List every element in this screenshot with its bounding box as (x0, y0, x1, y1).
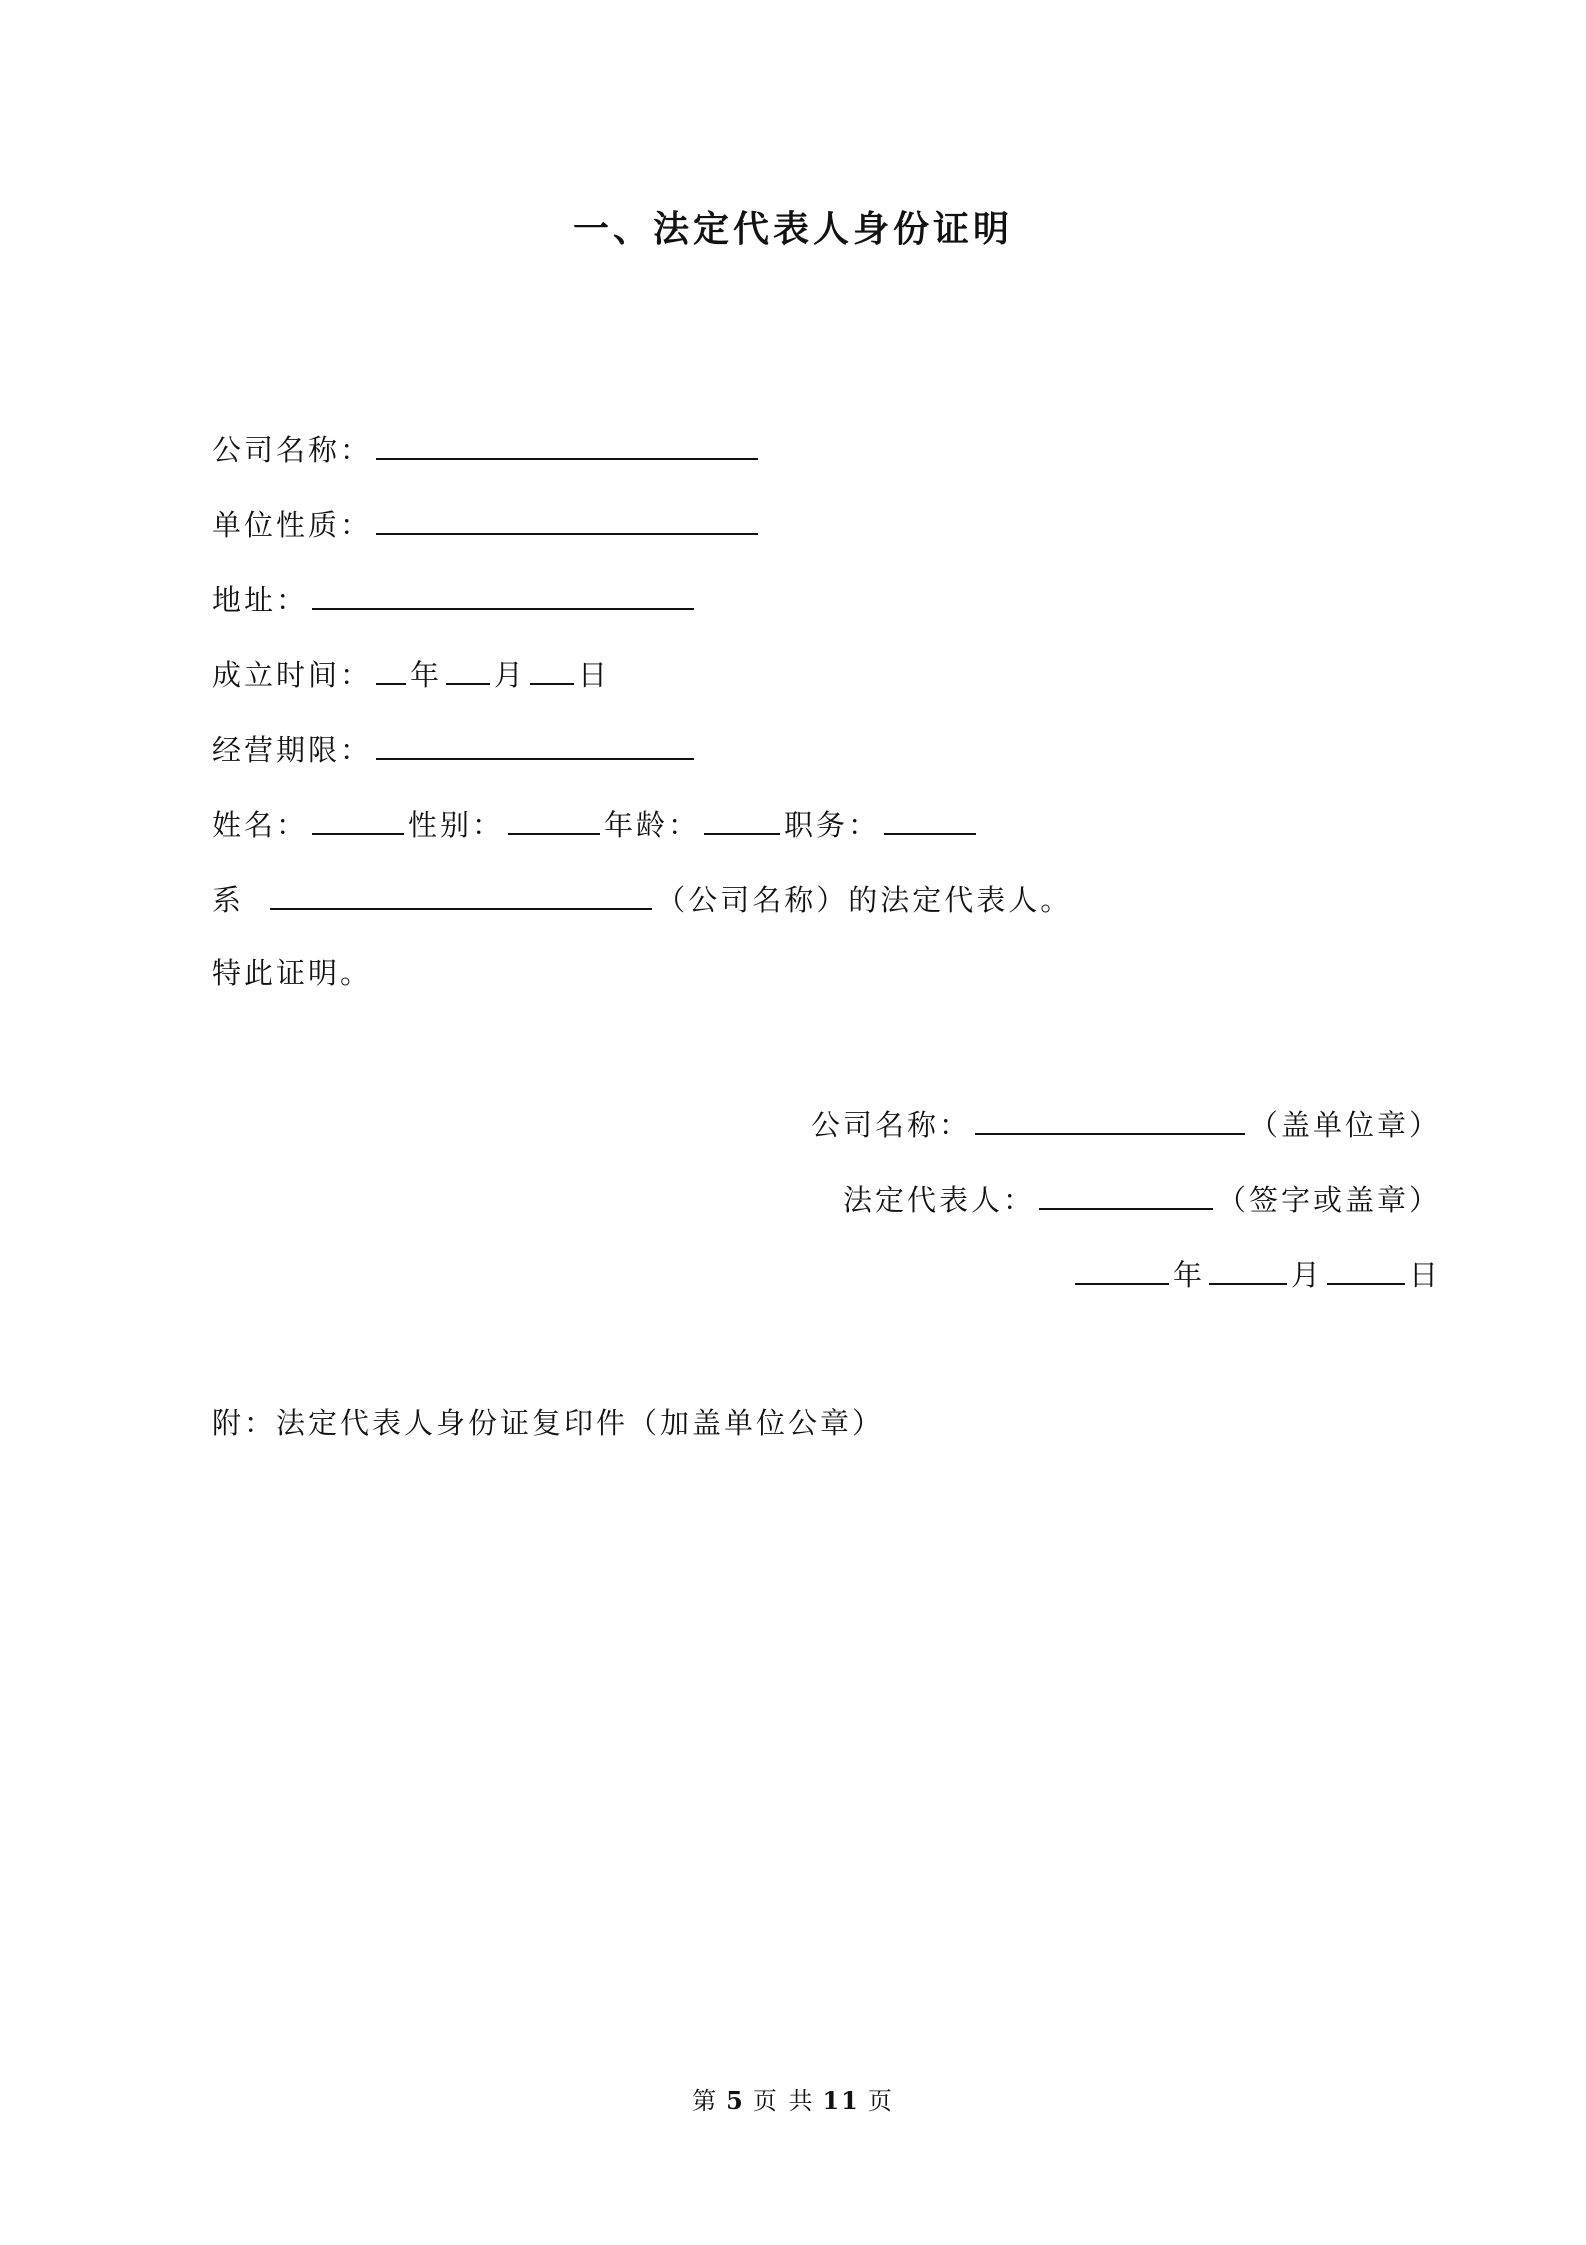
position-label: 职务： (784, 808, 881, 842)
signature-year-blank[interactable] (1075, 1253, 1169, 1285)
person-row (212, 803, 980, 845)
signature-rep-row (843, 1178, 1441, 1220)
signature-day-unit: 日 (1408, 1258, 1441, 1292)
established-month-blank[interactable] (446, 653, 490, 685)
signature-month-unit: 月 (1290, 1258, 1323, 1292)
attachment-text: 附：法定代表人身份证复印件（加盖单位公章） (212, 1406, 885, 1440)
footer-suffix: 页 (867, 2087, 894, 2115)
company-name-label: 公司名称： (212, 433, 373, 467)
company-name-row (212, 428, 762, 470)
age-label: 年龄： (604, 808, 701, 842)
signature-month-blank[interactable] (1209, 1253, 1287, 1285)
name-blank[interactable] (312, 803, 404, 835)
footer-prefix: 第 (692, 2087, 719, 2115)
statement-row (212, 878, 1072, 920)
address-blank[interactable] (312, 578, 694, 610)
name-label: 姓名： (212, 808, 309, 842)
signature-rep-label: 法定代表人： (842, 1183, 1035, 1217)
established-day-blank[interactable] (530, 653, 574, 685)
statement-suffix: （公司名称）的法定代表人。 (656, 883, 1073, 917)
signature-company-note: （盖单位章） (1248, 1108, 1441, 1142)
statement-company-blank[interactable] (270, 878, 652, 910)
established-year-unit: 年 (410, 658, 443, 692)
term-label: 经营期限： (212, 733, 373, 767)
company-name-blank[interactable] (376, 428, 758, 460)
established-day-unit: 日 (578, 658, 611, 692)
signature-rep-note: （签字或盖章） (1216, 1183, 1441, 1217)
attachment-row (212, 1403, 884, 1443)
established-row (212, 653, 610, 695)
certify-row (212, 953, 372, 993)
gender-label: 性别： (408, 808, 505, 842)
address-row (212, 578, 698, 620)
certify-text: 特此证明。 (212, 956, 373, 990)
statement-prefix: 系 (212, 883, 245, 917)
unit-nature-row (212, 503, 762, 545)
established-label: 成立时间： (212, 658, 373, 692)
signature-company-label: 公司名称： (810, 1108, 971, 1142)
signature-company-row (811, 1103, 1441, 1145)
signature-year-unit: 年 (1172, 1258, 1205, 1292)
position-blank[interactable] (884, 803, 976, 835)
term-row (212, 728, 698, 770)
footer-total-pages: 11 (822, 2086, 860, 2115)
address-label: 地址： (212, 583, 309, 617)
signature-date-row (1071, 1253, 1441, 1295)
unit-nature-label: 单位性质： (212, 508, 373, 542)
page-footer (0, 2086, 1586, 2116)
established-month-unit: 月 (494, 658, 527, 692)
footer-mid: 页 共 (752, 2087, 815, 2115)
footer-current-page: 5 (726, 2086, 745, 2115)
signature-rep-blank[interactable] (1039, 1178, 1213, 1210)
signature-company-blank[interactable] (975, 1103, 1245, 1135)
page-title: 一、法定代表人身份证明 (572, 209, 1013, 250)
signature-day-blank[interactable] (1327, 1253, 1405, 1285)
established-year-blank[interactable] (376, 653, 406, 685)
age-blank[interactable] (704, 803, 780, 835)
gender-blank[interactable] (508, 803, 600, 835)
term-blank[interactable] (376, 728, 694, 760)
unit-nature-blank[interactable] (376, 503, 758, 535)
